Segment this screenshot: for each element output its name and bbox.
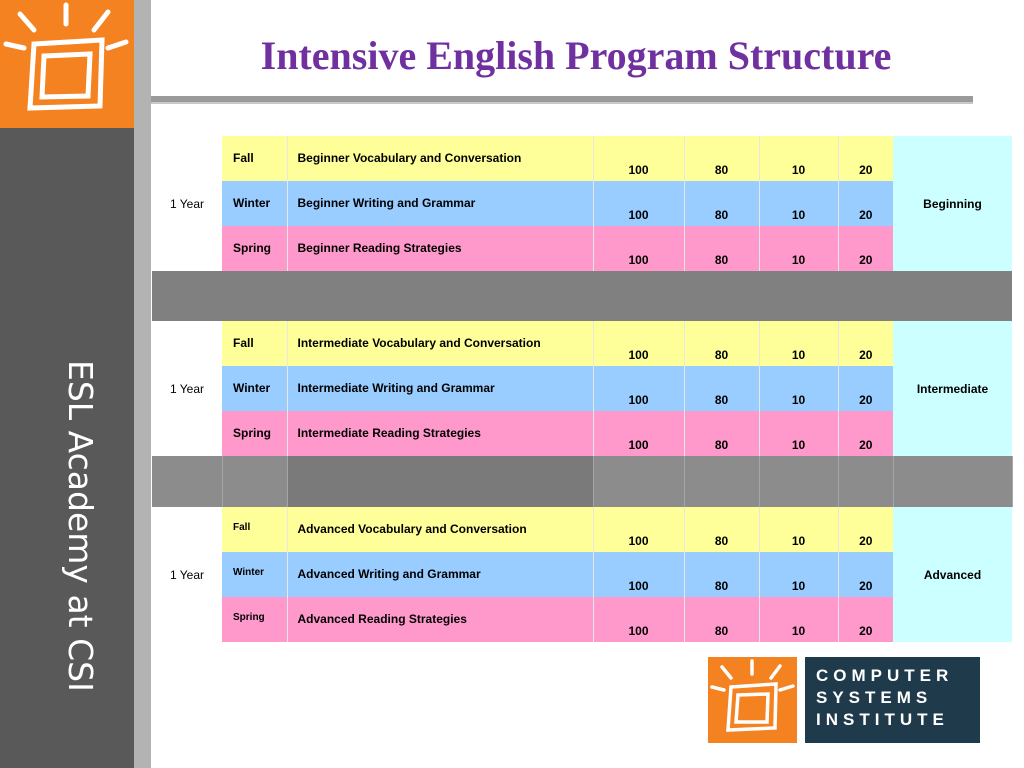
value-cell: 10 [759,321,838,366]
table-row [152,507,1012,552]
course-cell: Intermediate Vocabulary and Conversation [287,321,593,366]
csi-logo [708,657,980,743]
value-cell: 100 [593,321,684,366]
level-cell: Advanced [893,507,1012,642]
term-cell: Fall [222,136,287,181]
value-cell: 20 [838,321,893,366]
value-cell: 80 [684,507,759,552]
logo-line: COMPUTER [816,666,954,685]
level-cell: Intermediate [893,321,1012,456]
value-cell: 80 [684,136,759,181]
value-cell: 10 [759,226,838,271]
term-cell: Spring [222,226,287,271]
duration-cell: 1 Year [152,136,222,271]
duration-cell: 1 Year [152,321,222,456]
table-row [152,597,1012,642]
brand-logo-corner [0,0,134,128]
term-cell: Spring [222,411,287,456]
term-cell: Winter [222,552,287,597]
value-cell: 80 [684,597,759,642]
course-cell: Beginner Writing and Grammar [287,181,593,226]
term-cell: Spring [222,597,287,642]
course-cell: Beginner Reading Strategies [287,226,593,271]
value-cell: 100 [593,181,684,226]
value-cell: 80 [684,321,759,366]
table-row [152,136,1012,181]
term-cell: Fall [222,321,287,366]
term-cell: Winter [222,366,287,411]
value-cell: 20 [838,411,893,456]
term-cell: Winter [222,181,287,226]
separator-row [152,271,1012,321]
level-cell: Beginning [893,136,1012,271]
value-cell: 20 [838,597,893,642]
course-cell: Beginner Vocabulary and Conversation [287,136,593,181]
logo-line: INSTITUTE [816,710,949,729]
value-cell: 100 [593,226,684,271]
value-cell: 100 [593,411,684,456]
term-cell: Fall [222,507,287,552]
table-row [152,321,1012,366]
table-row [152,552,1012,597]
course-cell: Advanced Writing and Grammar [287,552,593,597]
sidebar-stripe [134,0,151,768]
value-cell: 100 [593,507,684,552]
course-cell: Intermediate Writing and Grammar [287,366,593,411]
sun-window-icon [708,657,797,743]
value-cell: 80 [684,181,759,226]
value-cell: 80 [684,552,759,597]
value-cell: 10 [759,507,838,552]
value-cell: 100 [593,136,684,181]
value-cell: 10 [759,597,838,642]
value-cell: 20 [838,226,893,271]
course-cell: Intermediate Reading Strategies [287,411,593,456]
logo-icon-box [708,657,797,743]
value-cell: 10 [759,552,838,597]
value-cell: 100 [593,366,684,411]
value-cell: 10 [759,366,838,411]
value-cell: 10 [759,411,838,456]
value-cell: 20 [838,552,893,597]
value-cell: 100 [593,597,684,642]
value-cell: 10 [759,181,838,226]
course-cell: Advanced Vocabulary and Conversation [287,507,593,552]
value-cell: 20 [838,507,893,552]
page-title: Intensive English Program Structure [260,33,892,78]
title-divider [151,96,973,104]
logo-wordmark [805,657,980,743]
separator-row [152,456,1012,507]
value-cell: 20 [838,136,893,181]
course-cell: Advanced Reading Strategies [287,597,593,642]
table-row [152,411,1012,456]
value-cell: 20 [838,181,893,226]
logo-line: SYSTEMS [816,688,933,707]
table-row [152,226,1012,271]
table-row [152,181,1012,226]
value-cell: 80 [684,226,759,271]
value-cell: 100 [593,552,684,597]
sun-window-icon [0,0,134,128]
program-table [152,136,1013,642]
value-cell: 80 [684,366,759,411]
value-cell: 20 [838,366,893,411]
value-cell: 10 [759,136,838,181]
table-row [152,366,1012,411]
duration-cell: 1 Year [152,507,222,642]
value-cell: 80 [684,411,759,456]
